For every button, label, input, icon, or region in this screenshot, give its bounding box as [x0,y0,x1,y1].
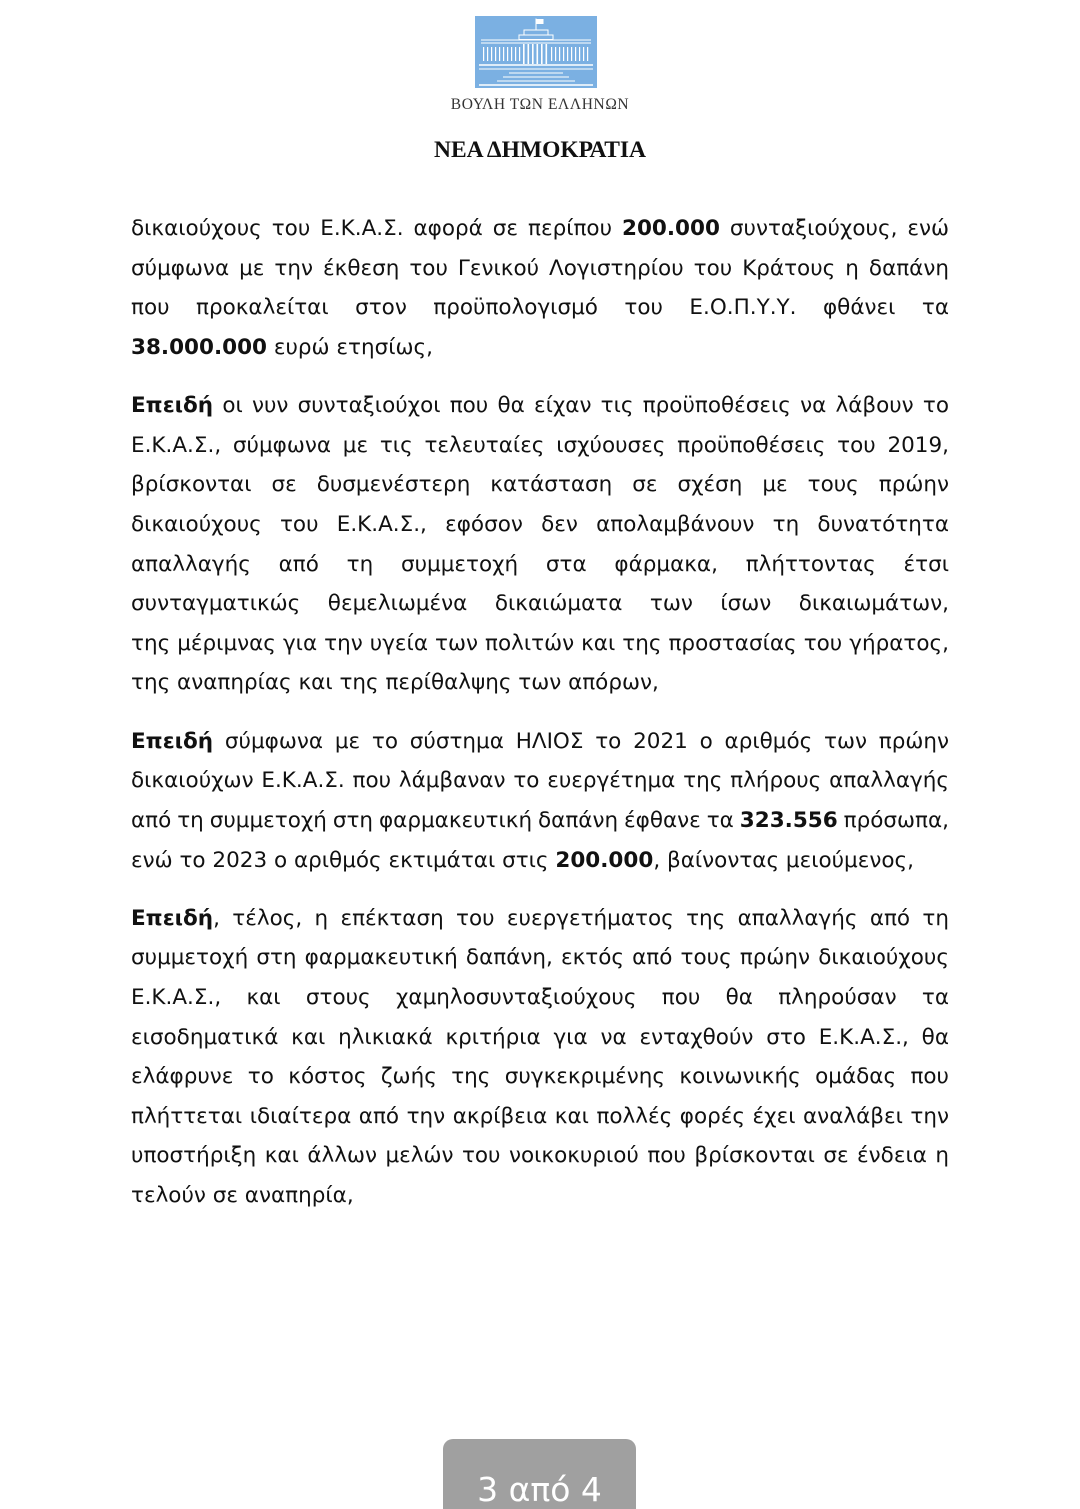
text-run: δικαιούχων Ε.Κ.Α.Σ. που λάμβαναν το ευεργέτημα της πλήρους απαλλαγής [131,768,949,794]
text-line [131,1097,949,1137]
bold-number: 38.000.000 [131,334,268,360]
text-run: τελούν σε αναπηρία, [131,1183,354,1209]
paragraph [131,209,949,367]
text-run: ελάφρυνε το κόστος ζωής της συγκεκριμένης κοινωνικής ομάδας που [131,1064,949,1090]
logo-caption: ΒΟΥΛΗ ΤΩΝ ΕΛΛΗΝΩΝ [450,96,630,113]
text-line [131,1136,949,1176]
party-title: ΝΕΑ ΔΗΜΟΚΡΑΤΙΑ [433,137,647,163]
text-run: σύμφωνα με την έκθεση του Γενικού Λογιστηρίου του Κράτους η δαπάνη [131,255,949,281]
paragraph [131,386,949,703]
text-run: πλήττεται ιδιαίτερα από την ακρίβεια και πολλές φορές έχει αναλάβει την [131,1103,949,1129]
text-run: συμμετοχή στη φαρμακευτική δαπάνη, εκτός από τους πρώην δικαιούχους [131,945,949,971]
text-run: , βαίνοντας μειούμενος, [653,847,914,873]
bold-number: 200.000 [555,847,654,873]
text-line [131,426,949,466]
paragraph [131,899,949,1216]
text-run: δικαιούχους του Ε.Κ.Α.Σ. αφορά σε περίπου [131,216,622,241]
text-run: εισοδηματικά και ηλικιακά κριτήρια για να ενταχθούν στο Ε.Κ.Α.Σ., θα [131,1024,949,1050]
text-line [131,624,949,664]
text-line [131,505,949,545]
text-run: Ε.Κ.Α.Σ., σύμφωνα με τις τελευταίες ισχύουσες προϋποθέσεις του 2019, [131,432,949,458]
text-run: συνταξιούχους, ενώ [719,216,949,241]
text-run: , τέλος, η επέκταση του ευεργετήματος της απαλλαγής από τη [213,905,949,931]
text-run: συνταγματικώς θεμελιωμένα δικαιώματα των ίσων δικαιωμάτων, [131,591,949,617]
text-line [131,978,949,1018]
text-run: υποστήριξη και άλλων μελών του νοικοκυριού που βρίσκονται σε ένδεια η [131,1143,949,1169]
text-run: από τη συμμετοχή στη φαρμακευτική δαπάνη έφθανε τα [131,807,740,833]
document-body [131,209,949,1234]
text-line [131,288,949,328]
text-line [131,584,949,624]
text-run: πρόσωπα, [837,807,949,833]
bold-keyword: Επειδή [131,393,214,419]
text-line [131,1057,949,1097]
text-line [131,386,949,426]
text-line [131,761,949,801]
bold-number: 323.556 [739,807,838,833]
text-line [131,545,949,585]
text-line [131,328,949,368]
parliament-logo [475,16,597,88]
text-run: απαλλαγής από τη συμμετοχή στα φάρμακα, πλήττοντας έτσι [131,551,949,577]
bold-keyword: Επειδή [131,905,214,931]
text-run: οι νυν συνταξιούχοι που θα είχαν τις προϋποθέσεις να λάβουν το [213,393,949,419]
paragraph [131,722,949,880]
bold-keyword: Επειδή [131,728,214,754]
text-line [131,801,949,841]
text-line [131,209,949,249]
text-run: ευρώ ετησίως, [267,334,433,360]
text-line [131,1176,949,1216]
text-line [131,663,949,703]
text-line [131,938,949,978]
page-indicator [443,1439,636,1509]
text-run: δικαιούχους του Ε.Κ.Α.Σ., εφόσον δεν απολαμβάνουν τη δυνατότητα [131,511,949,537]
text-run: ενώ το 2023 ο αριθμός εκτιμάται στις [131,847,556,873]
page-indicator-label: 3 από 4 [477,1470,602,1509]
text-run: της αναπηρίας και της περίθαλψης των απόρων, [131,670,659,696]
text-line [131,722,949,762]
text-run: που προκαλείται στον προϋπολογισμό του Ε.Ο.Π.Υ.Υ. φθάνει τα [131,295,949,321]
text-run: Ε.Κ.Α.Σ., και στους χαμηλοσυνταξιούχους που θα πληρούσαν τα [131,985,949,1011]
bold-number: 200.000 [621,216,720,241]
text-line [131,899,949,939]
text-run: σύμφωνα με το σύστημα ΗΛΙΟΣ το 2021 ο αριθμός των πρώην [213,728,949,754]
text-line [131,1018,949,1058]
text-line [131,465,949,505]
text-run: βρίσκονται σε δυσμενέστερη κατάσταση σε σχέση με τους πρώην [131,472,949,498]
text-line [131,841,949,881]
parliament-emblem-icon [475,16,597,88]
text-run: της μέριμνας για την υγεία των πολιτών και της προστασίας του γήρατος, [131,630,949,656]
text-line [131,249,949,289]
